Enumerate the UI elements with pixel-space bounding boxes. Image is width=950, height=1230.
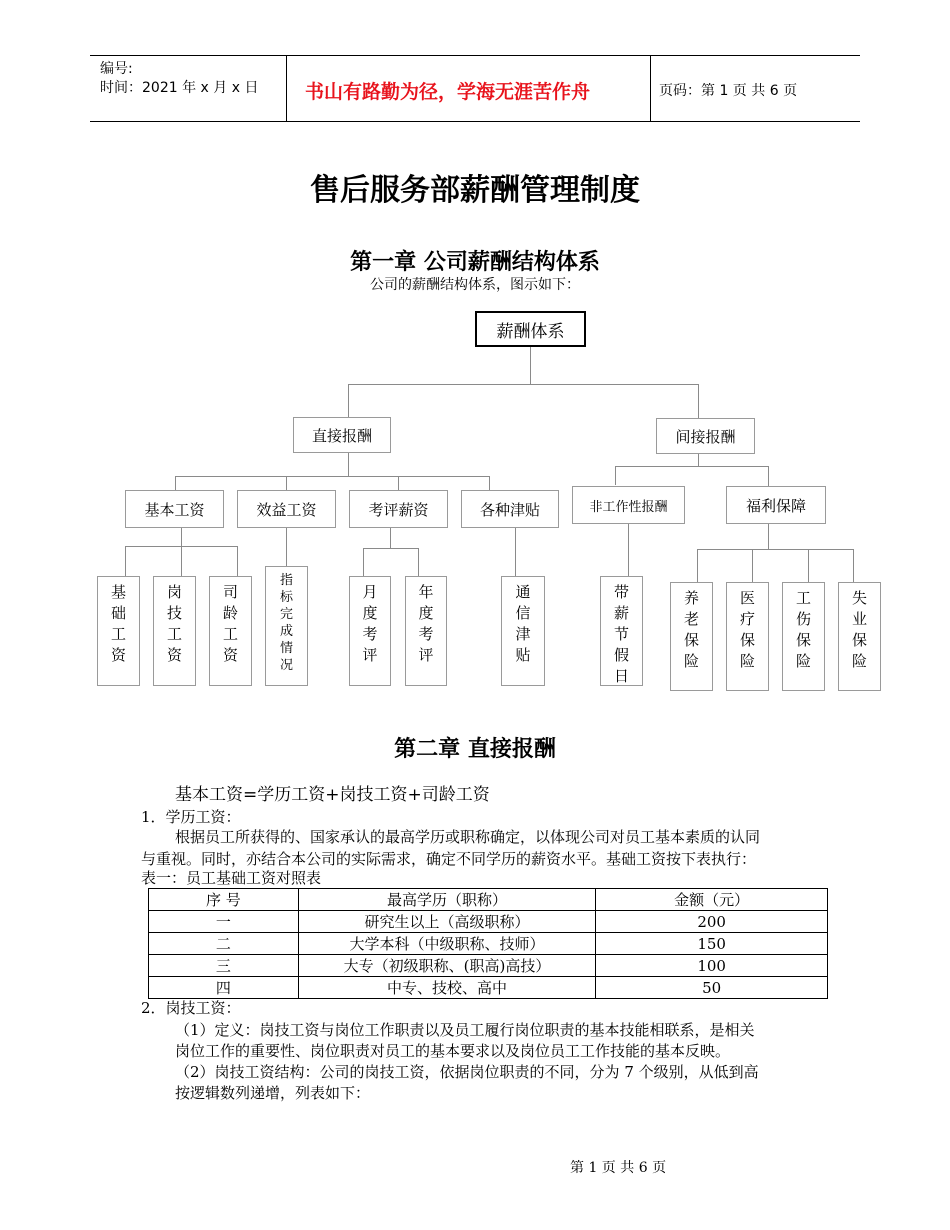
org-node-assess: 考评薪资 bbox=[349, 490, 448, 528]
leaf-char: 技 bbox=[166, 604, 182, 622]
org-leaf-communication-allowance bbox=[501, 576, 545, 686]
leaf-char: 保 bbox=[683, 631, 699, 649]
document-title: 售后服务部薪酬管理制度 bbox=[310, 173, 640, 208]
chapter1-heading: 第一章 公司薪酬结构体系 bbox=[350, 250, 600, 275]
org-node-indirect: 间接报酬 bbox=[656, 418, 755, 454]
leaf-char: 指 bbox=[279, 573, 293, 588]
org-node-root: 薪酬体系 bbox=[475, 311, 586, 347]
header-time-label: 时间：2021 年 x 月 x 日 bbox=[100, 80, 259, 96]
section1-paragraph-line1: 根据员工所获得的、国家承认的最高学历或职称确定，以体现公司对员工基本素质的认同 bbox=[175, 828, 761, 846]
org-line bbox=[752, 549, 753, 582]
chapter2-heading: 第二章 直接报酬 bbox=[394, 737, 556, 762]
table-cell: 一 bbox=[149, 911, 299, 933]
leaf-char: 岗 bbox=[166, 583, 182, 601]
section2-title: 2．岗技工资： bbox=[141, 999, 241, 1017]
leaf-char: 薪 bbox=[613, 604, 629, 622]
leaf-char: 带 bbox=[613, 583, 629, 601]
table-cell: 50 bbox=[596, 977, 828, 999]
org-line bbox=[237, 546, 238, 577]
org-line bbox=[628, 524, 629, 577]
org-line bbox=[853, 549, 854, 582]
leaf-char: 工 bbox=[110, 625, 126, 643]
org-node-basic: 基本工资 bbox=[125, 490, 224, 528]
leaf-char: 贴 bbox=[515, 646, 531, 664]
table-cell: 研究生以上（高级职称） bbox=[298, 911, 596, 933]
header-page-info: 页码：第 1 页 共 6 页 bbox=[659, 83, 798, 99]
org-leaf-annual-assessment bbox=[405, 576, 447, 686]
header-number-label: 编号: bbox=[100, 61, 133, 77]
table-row bbox=[149, 933, 828, 955]
org-line bbox=[697, 549, 698, 582]
section2-definition-line1: （1）定义：岗技工资与岗位工作职责以及员工履行岗位职责的基本技能相联系，是相关 bbox=[175, 1021, 755, 1039]
leaf-char: 保 bbox=[739, 631, 755, 649]
leaf-char: 完 bbox=[279, 607, 293, 622]
leaf-char: 险 bbox=[683, 652, 699, 670]
org-line bbox=[181, 528, 182, 546]
leaf-char: 日 bbox=[613, 667, 629, 685]
leaf-char: 保 bbox=[795, 631, 811, 649]
org-line bbox=[768, 524, 769, 549]
leaf-char: 度 bbox=[362, 604, 378, 622]
leaf-char: 评 bbox=[362, 646, 378, 664]
org-line bbox=[698, 384, 699, 419]
leaf-char: 医 bbox=[739, 589, 755, 607]
leaf-char: 工 bbox=[222, 625, 238, 643]
org-line bbox=[363, 548, 419, 549]
leaf-char: 险 bbox=[739, 652, 755, 670]
leaf-char: 疗 bbox=[739, 610, 755, 628]
leaf-char: 资 bbox=[166, 646, 182, 664]
leaf-char: 考 bbox=[418, 625, 434, 643]
table-cell: 100 bbox=[596, 955, 828, 977]
org-leaf-post-skill-wage bbox=[153, 576, 196, 686]
org-leaf-unemployment-insurance bbox=[838, 582, 881, 691]
leaf-char: 资 bbox=[110, 646, 126, 664]
org-line bbox=[615, 466, 616, 485]
leaf-char: 基 bbox=[110, 583, 126, 601]
leaf-char: 老 bbox=[683, 610, 699, 628]
table-cell: 三 bbox=[149, 955, 299, 977]
header-divider-right bbox=[650, 55, 651, 121]
leaf-char: 通 bbox=[515, 583, 531, 601]
leaf-char: 险 bbox=[851, 652, 867, 670]
table-row bbox=[149, 955, 828, 977]
org-line bbox=[348, 384, 349, 418]
org-node-direct: 直接报酬 bbox=[293, 417, 391, 453]
org-line bbox=[390, 528, 391, 548]
org-node-benefit: 效益工资 bbox=[237, 490, 336, 528]
org-line bbox=[348, 384, 699, 385]
section1-title: 1．学历工资： bbox=[141, 808, 241, 826]
org-leaf-medical-insurance bbox=[726, 582, 769, 691]
table-header-cell: 最高学历（职称） bbox=[298, 889, 596, 911]
org-line bbox=[398, 476, 399, 491]
chapter1-intro: 公司的薪酬结构体系，图示如下： bbox=[370, 277, 580, 293]
org-line bbox=[125, 546, 126, 577]
leaf-char: 成 bbox=[279, 624, 293, 639]
leaf-char: 月 bbox=[362, 583, 378, 601]
leaf-char: 年 bbox=[418, 583, 434, 601]
leaf-char: 养 bbox=[683, 589, 699, 607]
org-line bbox=[698, 454, 699, 466]
leaf-char: 考 bbox=[362, 625, 378, 643]
org-line bbox=[768, 466, 769, 487]
leaf-char: 假 bbox=[613, 646, 629, 664]
org-line bbox=[530, 346, 531, 384]
leaf-char: 标 bbox=[279, 590, 293, 605]
org-line bbox=[418, 548, 419, 577]
org-node-welfare: 福利保障 bbox=[726, 486, 826, 524]
page-footer: 第 1 页 共 6 页 bbox=[570, 1160, 667, 1176]
org-line bbox=[363, 548, 364, 577]
table-cell: 150 bbox=[596, 933, 828, 955]
table-header-cell: 序 号 bbox=[149, 889, 299, 911]
leaf-char: 况 bbox=[279, 658, 293, 673]
table-cell: 大专（初级职称、(职高)高技） bbox=[298, 955, 596, 977]
leaf-char: 工 bbox=[795, 589, 811, 607]
table-header-cell: 金额（元） bbox=[596, 889, 828, 911]
org-line bbox=[615, 466, 769, 467]
table-cell: 四 bbox=[149, 977, 299, 999]
leaf-char: 节 bbox=[613, 625, 629, 643]
leaf-char: 工 bbox=[166, 625, 182, 643]
leaf-char: 情 bbox=[279, 641, 293, 656]
leaf-char: 险 bbox=[795, 652, 811, 670]
leaf-char: 业 bbox=[851, 610, 867, 628]
header-motto: 书山有路勤为径，学海无涯苦作舟 bbox=[305, 81, 591, 103]
leaf-char: 津 bbox=[515, 625, 531, 643]
section2-structure-line2: 按逻辑数列递增，列表如下： bbox=[175, 1084, 371, 1102]
org-line bbox=[286, 476, 287, 491]
education-wage-table bbox=[148, 888, 828, 999]
section2-definition-line2: 岗位工作的重要性、岗位职责对员工的基本要求以及岗位员工工作技能的基本反映。 bbox=[175, 1042, 731, 1060]
chapter2-formula: 基本工资=学历工资+岗技工资+司龄工资 bbox=[175, 785, 490, 805]
table-cell: 中专、技校、高中 bbox=[298, 977, 596, 999]
org-leaf-seniority-wage bbox=[209, 576, 252, 686]
org-leaf-pension-insurance bbox=[670, 582, 713, 691]
table-cell: 二 bbox=[149, 933, 299, 955]
org-line bbox=[348, 453, 349, 476]
leaf-char: 资 bbox=[222, 646, 238, 664]
org-leaf-indicator-completion bbox=[265, 566, 308, 686]
section1-paragraph-line2: 与重视。同时，亦结合本公司的实际需求，确定不同学历的薪资水平。基础工资按下表执行： bbox=[141, 850, 757, 868]
leaf-char: 龄 bbox=[222, 604, 238, 622]
header-bottom-rule bbox=[90, 121, 860, 122]
leaf-char: 评 bbox=[418, 646, 434, 664]
org-line bbox=[175, 476, 176, 491]
section2-structure-line1: （2）岗技工资结构：公司的岗技工资，依据岗位职责的不同，分为 7 个级别，从低到高 bbox=[175, 1063, 759, 1081]
org-line bbox=[286, 528, 287, 566]
org-leaf-injury-insurance bbox=[782, 582, 825, 691]
org-node-nonwork: 非工作性报酬 bbox=[572, 486, 685, 524]
org-leaf-education-wage bbox=[97, 576, 140, 686]
org-line bbox=[489, 476, 490, 491]
leaf-char: 度 bbox=[418, 604, 434, 622]
header-divider-left bbox=[286, 55, 287, 121]
org-line bbox=[175, 476, 490, 477]
table-cell: 大学本科（中级职称、技师） bbox=[298, 933, 596, 955]
leaf-char: 伤 bbox=[795, 610, 811, 628]
leaf-char: 保 bbox=[851, 631, 867, 649]
table-row bbox=[149, 911, 828, 933]
org-line bbox=[697, 549, 854, 550]
leaf-char: 信 bbox=[515, 604, 531, 622]
table-caption: 表一：员工基础工资对照表 bbox=[141, 869, 322, 887]
table-cell: 200 bbox=[596, 911, 828, 933]
leaf-char: 失 bbox=[851, 589, 867, 607]
org-line bbox=[181, 546, 182, 577]
org-node-allowance: 各种津贴 bbox=[461, 490, 559, 528]
leaf-char: 司 bbox=[222, 583, 238, 601]
leaf-char: 础 bbox=[110, 604, 126, 622]
table-header-row bbox=[149, 889, 828, 911]
org-line bbox=[808, 549, 809, 582]
org-line bbox=[515, 528, 516, 577]
table-row bbox=[149, 977, 828, 999]
header-top-rule bbox=[90, 55, 860, 56]
org-leaf-paid-holidays bbox=[600, 576, 643, 686]
org-leaf-monthly-assessment bbox=[349, 576, 391, 686]
